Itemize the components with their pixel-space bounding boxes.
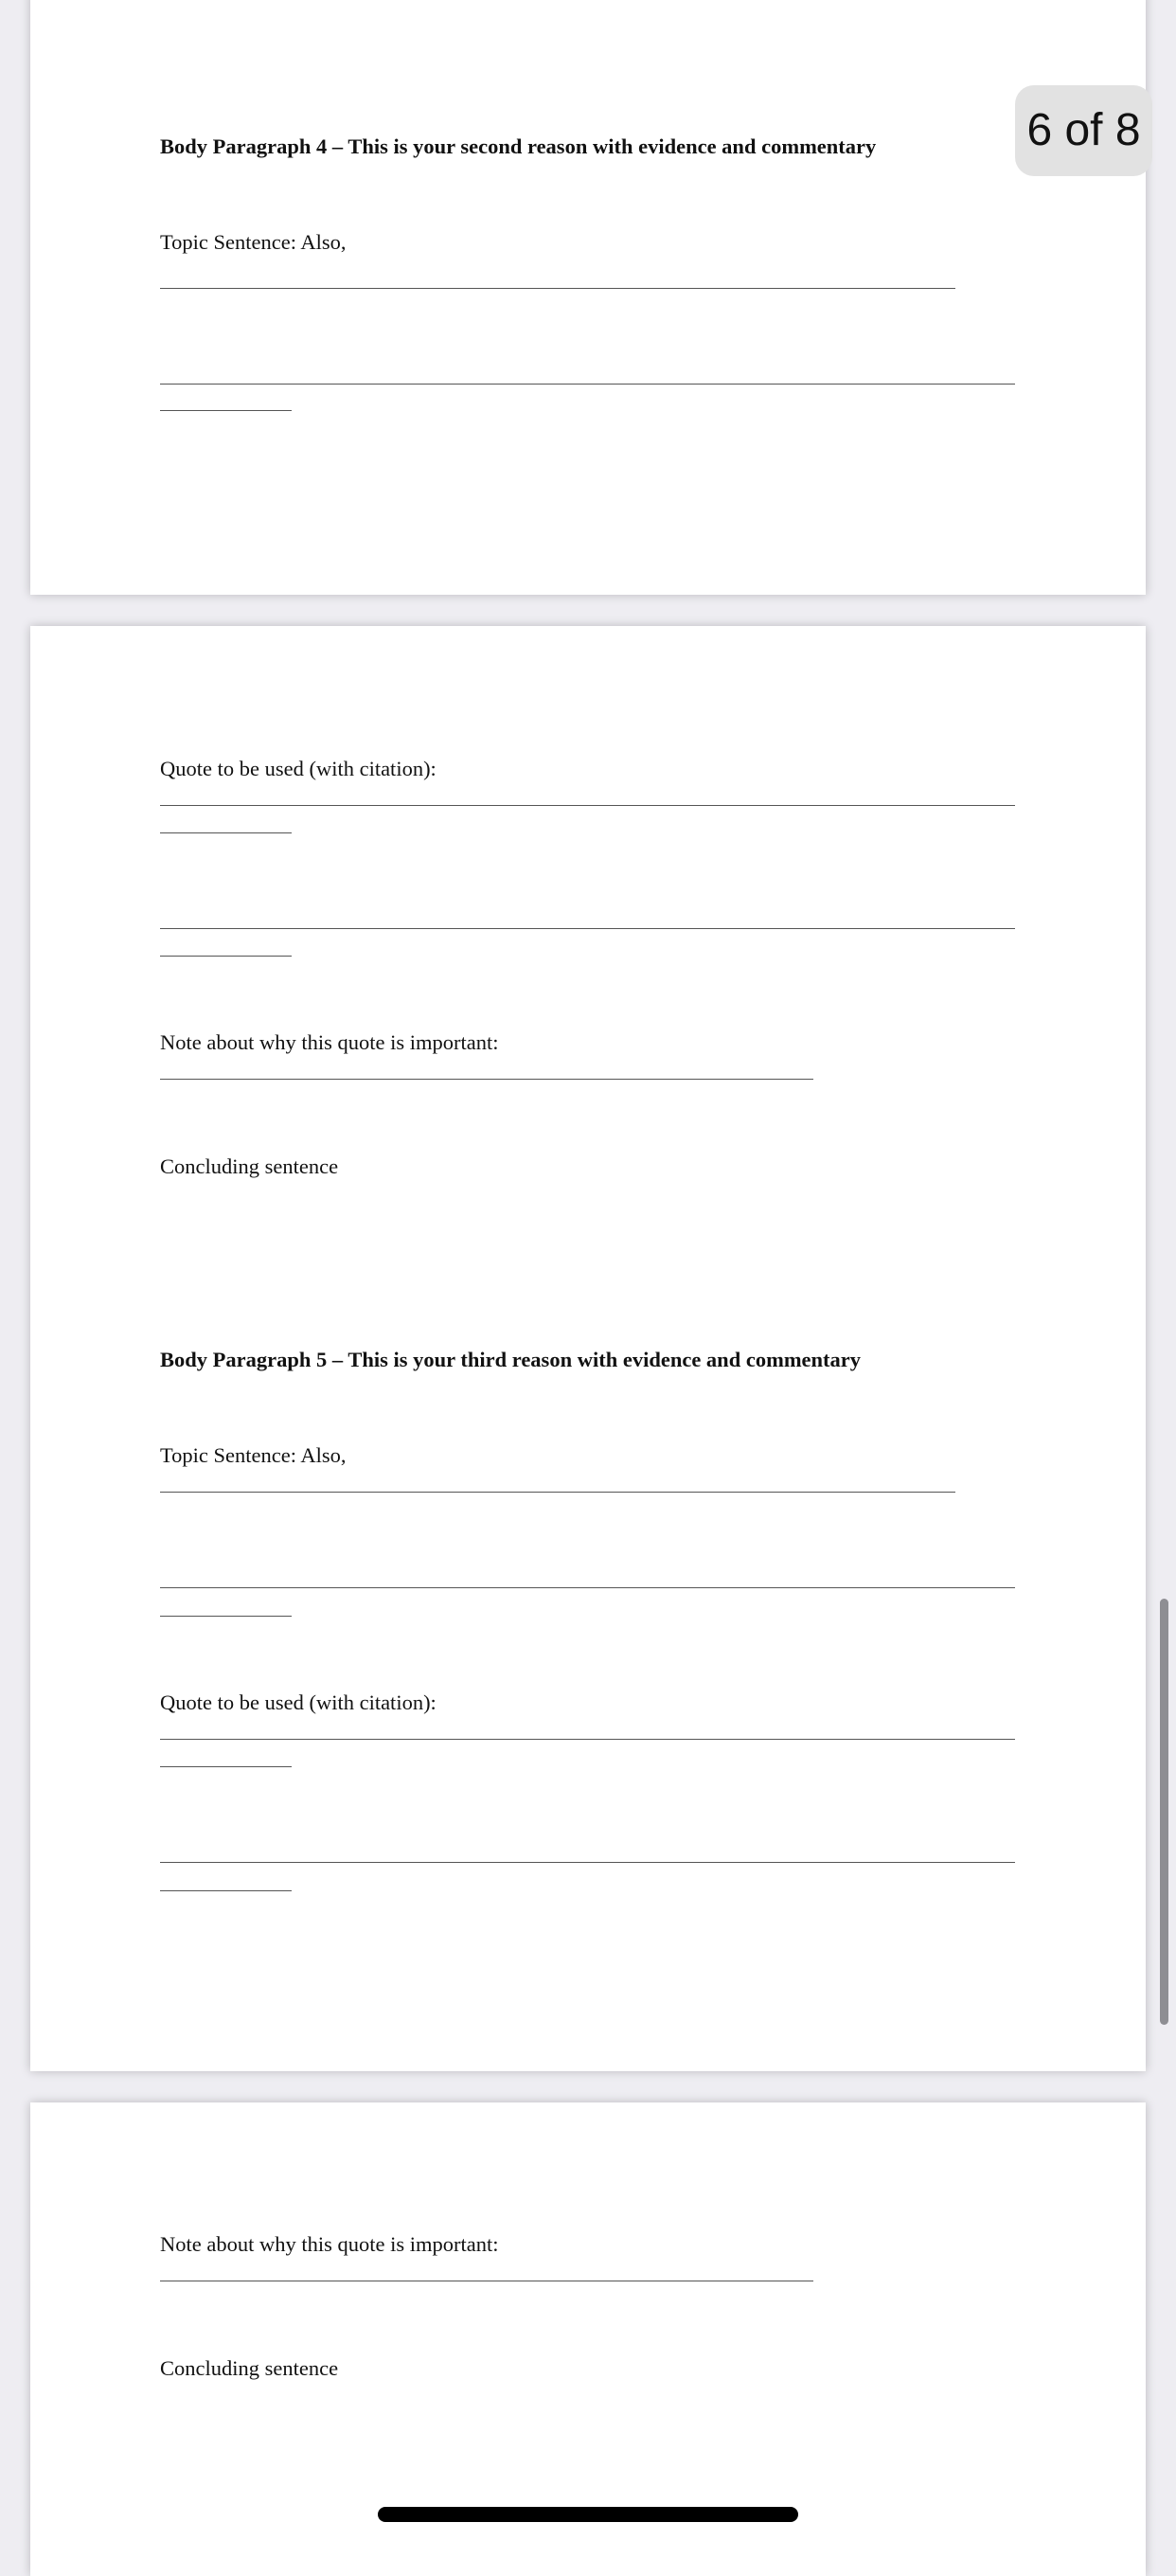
- concluding-sentence-label: Concluding sentence: [160, 1154, 339, 1178]
- blank-line-tail: [160, 1616, 292, 1617]
- note-blank-line: [160, 1079, 813, 1080]
- quote-blank-line: [160, 1739, 1015, 1740]
- blank-line: [160, 384, 1015, 385]
- topic-sentence-blank-line: [160, 1492, 955, 1493]
- note-label: Note about why this quote is important:: [160, 2232, 499, 2256]
- blank-line-tail: [160, 410, 292, 411]
- quote-blank-line: [160, 805, 1015, 806]
- vertical-scrollbar[interactable]: [1160, 1599, 1168, 2025]
- page-indicator-badge: 6 of 8: [1015, 85, 1152, 176]
- blank-line-tail: [160, 1890, 292, 1891]
- blank-line: [160, 928, 1015, 929]
- blank-line: [160, 1862, 1015, 1863]
- quote-blank-line-tail: [160, 1766, 292, 1767]
- body-paragraph-4-heading: Body Paragraph 4 – This is your second reason with evidence and commentary: [160, 134, 877, 158]
- body-paragraph-5-heading: Body Paragraph 5 – This is your third reason with evidence and commentary: [160, 1348, 862, 1371]
- note-label: Note about why this quote is important:: [160, 1030, 499, 1054]
- concluding-sentence-label: Concluding sentence: [160, 2356, 339, 2380]
- document-page-7: [30, 626, 1146, 2071]
- document-page-8: [30, 2102, 1146, 2576]
- quote-blank-line-tail: [160, 832, 292, 833]
- blank-line: [160, 1587, 1015, 1588]
- document-page-6: [30, 0, 1146, 595]
- topic-sentence-blank-line: [160, 288, 955, 289]
- home-indicator-bar[interactable]: [378, 2507, 798, 2522]
- topic-sentence-label: Topic Sentence: Also,: [160, 230, 347, 254]
- topic-sentence-label: Topic Sentence: Also,: [160, 1443, 347, 1467]
- quote-label: Quote to be used (with citation):: [160, 1690, 437, 1714]
- quote-label: Quote to be used (with citation):: [160, 757, 437, 780]
- blank-line-tail: [160, 956, 292, 957]
